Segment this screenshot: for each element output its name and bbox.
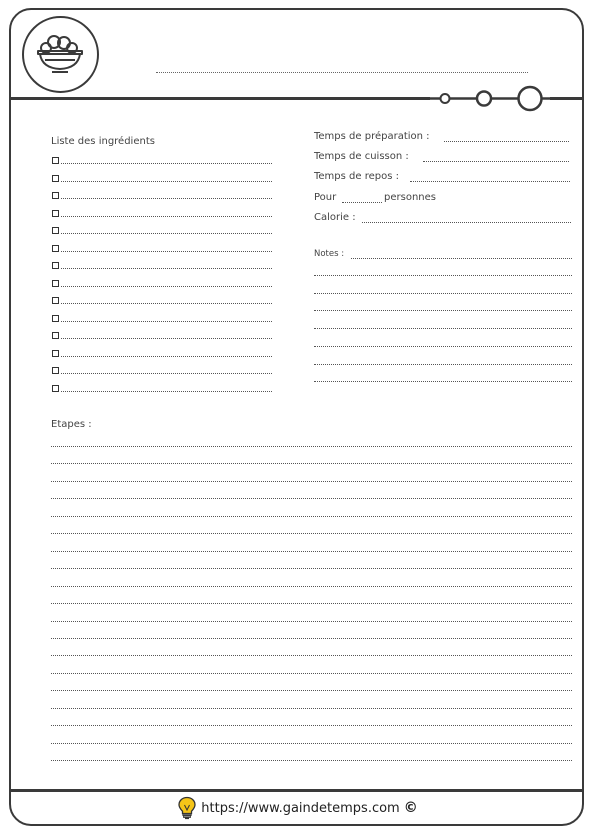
- ingredient-checkbox[interactable]: [52, 350, 59, 357]
- ingredient-line[interactable]: [61, 198, 272, 199]
- calorie-field[interactable]: [362, 222, 571, 223]
- cook-time-label: Temps de cuisson :: [314, 151, 409, 162]
- notes-line[interactable]: [314, 364, 572, 365]
- step-line[interactable]: [51, 586, 572, 587]
- serves-suffix: personnes: [384, 192, 436, 203]
- salad-bowl-icon: [22, 16, 99, 93]
- ingredient-checkbox[interactable]: [52, 210, 59, 217]
- step-line[interactable]: [51, 725, 572, 726]
- step-line[interactable]: [51, 498, 572, 499]
- notes-label: Notes :: [314, 249, 345, 259]
- step-line[interactable]: [51, 551, 572, 552]
- ingredient-line[interactable]: [61, 251, 272, 252]
- ingredient-line[interactable]: [61, 391, 272, 392]
- serves-prefix: Pour: [314, 192, 337, 203]
- ingredient-line[interactable]: [61, 373, 272, 374]
- ingredient-line[interactable]: [61, 163, 272, 164]
- rest-time-label: Temps de repos :: [314, 171, 399, 182]
- rest-time-field[interactable]: [410, 181, 570, 182]
- step-line[interactable]: [51, 481, 572, 482]
- ingredient-checkbox[interactable]: [52, 192, 59, 199]
- step-line[interactable]: [51, 655, 572, 656]
- ingredient-line[interactable]: [61, 286, 272, 287]
- prep-time-label: Temps de préparation :: [314, 131, 430, 142]
- ingredient-line[interactable]: [61, 181, 272, 182]
- cook-time-field[interactable]: [423, 161, 569, 162]
- ingredient-line[interactable]: [61, 321, 272, 322]
- ingredient-checkbox[interactable]: [52, 332, 59, 339]
- step-line[interactable]: [51, 638, 572, 639]
- ingredients-title: Liste des ingrédients: [51, 136, 155, 147]
- ingredient-line[interactable]: [61, 356, 272, 357]
- step-line[interactable]: [51, 446, 572, 447]
- notes-line[interactable]: [314, 275, 572, 276]
- notes-line[interactable]: [314, 346, 572, 347]
- steps-label: Etapes :: [51, 419, 92, 430]
- notes-line[interactable]: [314, 293, 572, 294]
- footer: [0, 794, 595, 822]
- notes-line[interactable]: [314, 381, 572, 382]
- step-line[interactable]: [51, 743, 572, 744]
- step-line[interactable]: [51, 673, 572, 674]
- ingredient-checkbox[interactable]: [52, 227, 59, 234]
- ingredient-line[interactable]: [61, 338, 272, 339]
- step-line[interactable]: [51, 690, 572, 691]
- step-line[interactable]: [51, 760, 572, 761]
- ingredient-line[interactable]: [61, 303, 272, 304]
- step-line[interactable]: [51, 516, 572, 517]
- copyright-symbol: ©: [403, 800, 418, 816]
- step-line[interactable]: [51, 621, 572, 622]
- notes-line[interactable]: [314, 310, 572, 311]
- ingredient-checkbox[interactable]: [52, 175, 59, 182]
- ingredient-checkbox[interactable]: [52, 245, 59, 252]
- step-line[interactable]: [51, 568, 572, 569]
- step-line[interactable]: [51, 533, 572, 534]
- step-line[interactable]: [51, 463, 572, 464]
- header-circles-decoration: [430, 85, 550, 115]
- ingredient-line[interactable]: [61, 216, 272, 217]
- ingredient-checkbox[interactable]: [52, 280, 59, 287]
- notes-line[interactable]: [314, 328, 572, 329]
- ingredient-checkbox[interactable]: [52, 315, 59, 322]
- lightbulb-icon: [177, 796, 197, 820]
- ingredient-checkbox[interactable]: [52, 297, 59, 304]
- footer-divider: [9, 789, 584, 792]
- ingredient-checkbox[interactable]: [52, 385, 59, 392]
- footer-url[interactable]: https://www.gaindetemps.com: [201, 800, 400, 816]
- ingredient-checkbox[interactable]: [52, 367, 59, 374]
- prep-time-field[interactable]: [444, 141, 569, 142]
- serves-field[interactable]: [342, 202, 382, 203]
- ingredient-line[interactable]: [61, 268, 272, 269]
- calorie-label: Calorie :: [314, 212, 356, 223]
- notes-line[interactable]: [351, 258, 572, 259]
- recipe-title-line[interactable]: [156, 72, 528, 73]
- step-line[interactable]: [51, 603, 572, 604]
- step-line[interactable]: [51, 708, 572, 709]
- page-frame: [9, 8, 584, 826]
- ingredient-checkbox[interactable]: [52, 262, 59, 269]
- ingredient-line[interactable]: [61, 233, 272, 234]
- ingredient-checkbox[interactable]: [52, 157, 59, 164]
